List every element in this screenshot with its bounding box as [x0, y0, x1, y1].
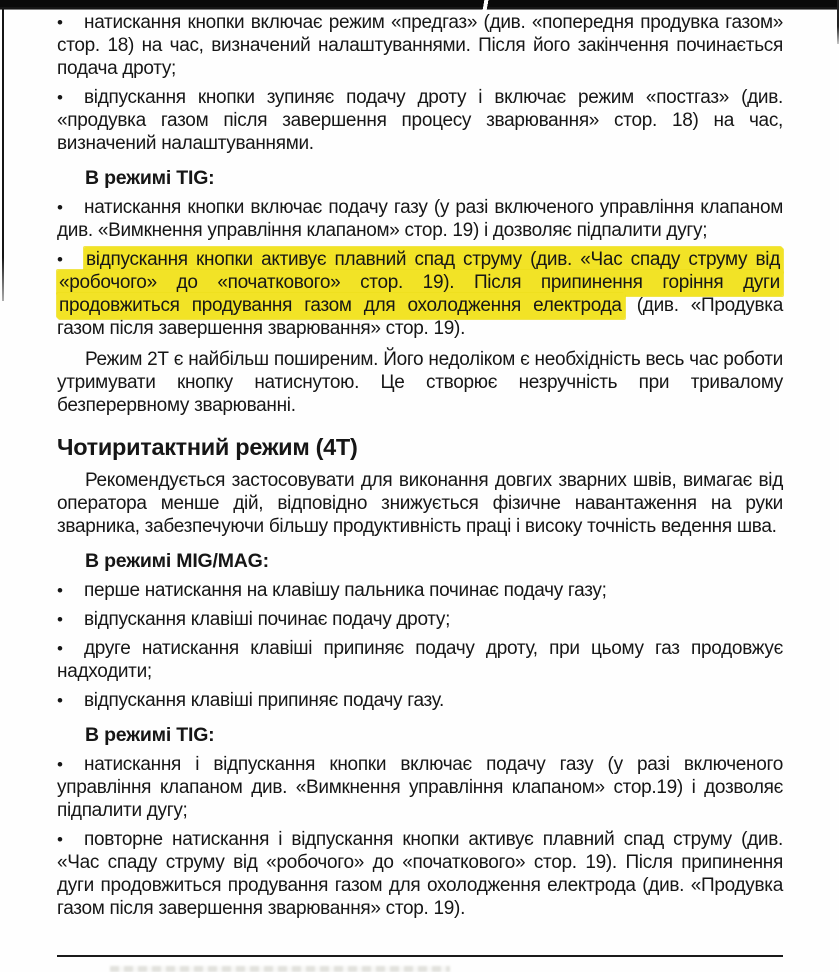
bullet-marker: • — [57, 691, 63, 710]
bullet-marker: • — [57, 88, 63, 107]
bullet-item-tig4-2 — [57, 828, 783, 920]
page-content — [57, 11, 783, 920]
bullet-text: відпускання кнопки зупиняє подачу дроту і включає режим «постгаз» (див. «продувка газом після завершення процесу зварювання» стор. 18) на час, визначений налаштуваннями. — [57, 87, 783, 154]
heading-4t-mode: Чотиритактний режим (4Т) — [57, 434, 358, 460]
bullet-item-migmag-2 — [57, 608, 783, 631]
bullet-item-postgas — [57, 86, 783, 155]
bullet-item-tig-release — [57, 248, 783, 340]
scan-left-edge-line — [2, 9, 4, 301]
bullet-marker: • — [57, 830, 63, 849]
bullet-text: повторне натискання і відпускання кнопки активує плавний спад струму (див. «Час спаду струму від «робочого» до «початкового» стор. 19). Після припинення дуги продовжиться продування газом для охолодження електрода (див. «Продувка газом після завершення зварювання» стор. 19). — [57, 829, 783, 919]
bullet-item-tig-press — [57, 196, 783, 242]
paragraph-2t-summary: Режим 2Т є найбільш поширеним. Його недоліком є необхідність весь час роботи утримувати кнопку натиснутою. Це створює незручність при тривалому безперервному зварюванні. — [57, 349, 783, 416]
bullet-marker: • — [57, 610, 63, 629]
bullet-item-migmag-1 — [57, 579, 783, 602]
subheading-migmag-4t: В режимі MIG/MAG: — [85, 550, 269, 572]
paragraph-4t-intro: Рекомендується застосовувати для виконання довгих зварних швів, вимагає від оператора менше дій, відповідно знижується фізичне навантаження на руки зварника, забезпечуючи більшу продуктивність праці і високу точність ведення шва. — [57, 470, 783, 537]
bullet-item-migmag-4 — [57, 689, 783, 712]
bullet-marker: • — [57, 13, 63, 32]
bullet-text: натискання і відпускання кнопки включає подачу газу (у разі включеного управління клапаном див. «Вимкнення управління клапаном» стор.19) і дозволяє підпалити дугу; — [57, 754, 783, 821]
scan-top-black-bar — [0, 0, 839, 10]
footnote-divider-rule — [57, 955, 783, 957]
bullet-item-tig4-1 — [57, 753, 783, 822]
subheading-tig-2t: В режимі TIG: — [85, 167, 215, 189]
bullet-text: відпускання клавіші припиняє подачу газу. — [84, 690, 444, 711]
bullet-marker: • — [57, 250, 63, 269]
bullet-marker: • — [57, 581, 63, 600]
bullet-item-pregas — [57, 11, 783, 80]
bullet-text: відпускання клавіші починає подачу дроту; — [84, 609, 451, 630]
bullet-marker: • — [57, 198, 63, 217]
bullet-item-migmag-3 — [57, 637, 783, 683]
highlighted-text: відпускання кнопки активує плавний спад струму (див. «Час спаду струму від «робочого» до «початкового» стор. 19). Після припинення горіння дуги продовжиться продування газом для охолодження електрода — [57, 247, 783, 319]
bullet-text-tail: (див. «Продувка газом після завершення зварювання» стор. 19). — [57, 295, 783, 339]
bullet-marker: • — [57, 639, 63, 658]
bullet-text: натискання кнопки включає режим «предгаз» (див. «попередня продувка газом» стор. 18) на час, визначений налаштуваннями. Після його закінчення починається подача дроту; — [57, 12, 783, 79]
bullet-text: натискання кнопки включає подачу газу (у разі включеного управління клапаном див. «Вимкнення управління клапаном» стор. 19) і дозволяє підпалити дугу; — [57, 197, 783, 241]
cut-off-footnote-fragment — [110, 966, 450, 972]
bullet-text: перше натискання на клавішу пальника починає подачу газу; — [84, 580, 607, 601]
bullet-text: друге натискання клавіші припиняє подачу дроту, при цьому газ продовжує надходити; — [57, 638, 783, 682]
bullet-marker: • — [57, 755, 63, 774]
subheading-tig-4t: В режимі TIG: — [85, 724, 215, 746]
